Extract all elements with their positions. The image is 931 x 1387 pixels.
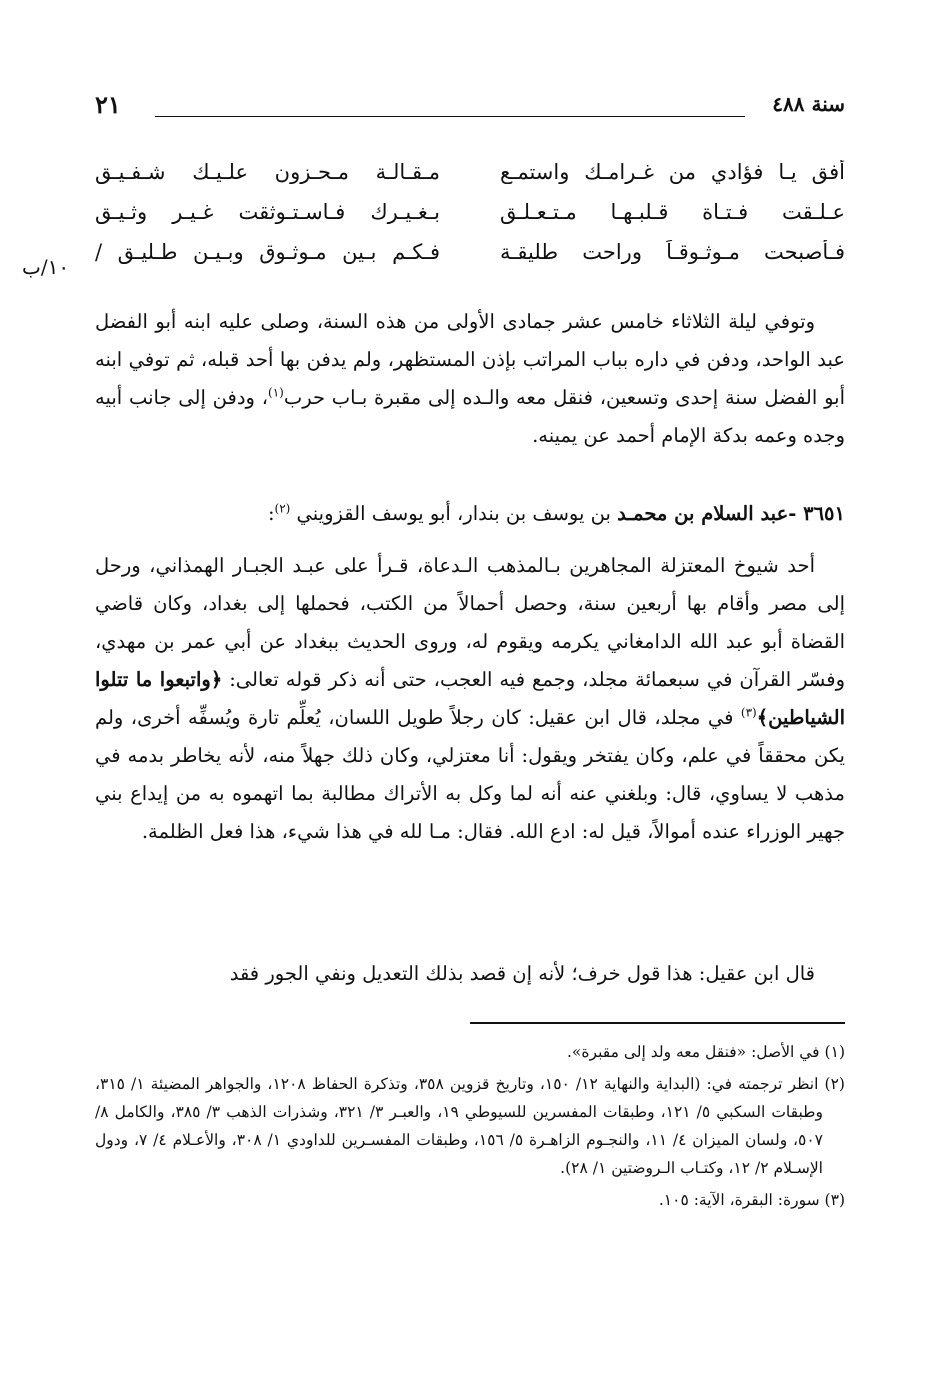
verse-first-hemistich: أفق يـا فؤادي من غـرامـك واستمـع — [500, 160, 845, 184]
poem — [95, 160, 845, 280]
manuscript-folio-note: ١٠/ب — [22, 255, 70, 279]
verse-second-hemistich: فـكـم بـين مـوثـوقٍ وبـيـن طـليـق / — [95, 240, 440, 264]
footnote-text: في الأصل: «فنقل معه ولد إلى مقبرة». — [567, 1043, 820, 1061]
header-year: سنة ٤٨٨ — [772, 92, 845, 116]
footnote — [95, 1038, 845, 1066]
paragraph-ibn-aqil — [95, 955, 845, 993]
running-header — [95, 92, 845, 128]
paragraph-death-notice — [95, 303, 845, 455]
footnote-text: انظر ترجمته في: (البداية والنهاية ١٢/ ١٥٠، وتاريخ قزوين ٣٥٨، وتذكرة الحفاظ ١٢٠٨، والجواهر المضيئة ١/ ٣١٥، وطبقات السكبي ٥/ ١٢١، وطبقات المفسرين للسيوطي ١٩، والعبـر ٣/ ٣٢١، وشذرات الذهب ٣/ ٣٨٥، والكامل ٨/ ٥٠٧، ولسان الميزان ٤/ ١١، والنجـوم الزاهـرة ٥/ ١٥٦، وطبقات المفسـرين للداودي ١/ ٣٠٨، والأعـلام ٤/ ٧، ودول الإسـلام ٢/ ١٢، وكتـاب الـروضتين ١/ ٢٨). — [95, 1075, 824, 1177]
poem-verse — [95, 240, 845, 280]
paragraph-text: أحد شيوخ المعتزلة المجاهرين بـالمذهب الـدعاة، قـرأ على عبـد الجبـار الهمذاني، ورحل إلى مصر وأقام بها أربعين سنة، وحصل أحمالاً من الكتب، فحملها إلى بغداد، وكان قاضي القضاة أبو عبد الله الدامغاني يكرمه ويقوم له، وروى الحديث ببغداد عن أبي عمر بن مهدي، وفسّر القرآن في سبعمائة مجلد، وجمع فيه العجب، حتى أنه ذكر قوله تعالى: — [95, 554, 845, 691]
paragraph-text: ، ودفن إلى جانب أبيه وجده وعمه بدكة الإمام أحمد عن يمينه. — [95, 386, 845, 447]
footnote-ref: (٢) — [274, 501, 291, 516]
footnote-separator — [470, 1022, 845, 1024]
footnote-mark: (٢) — [824, 1075, 845, 1093]
page-number: ٢١ — [95, 90, 121, 119]
paragraph-text: وتوفي ليلة الثلاثاء خامس عشر جمادى الأولى من هذه السنة، وصلى عليه ابنه أبو الفضل عبد الواحد، ودفن في داره بباب المراتب بإذن المستظهر، ولم يدفن بها أحد قبله، ثم توفي ابنه أبو الفضل سنة إحدى وتسعين، فنقل معه والـده إلى مقبرة بـاب حرب — [95, 310, 845, 409]
quran-quote: ﴿واتبعوا ما تتلوا الشياطين﴾ — [95, 668, 845, 729]
footnotes — [95, 1038, 845, 1218]
footnote-text: سورة: البقرة، الآية: ١٠٥. — [658, 1191, 820, 1209]
verse-second-hemistich: بـغـيـرك فـاسـتـوثقت غـيـر وثـيـق — [95, 200, 440, 224]
entry-lineage: بن يوسف بن بندار، أبو يوسف القزويني — [290, 502, 618, 525]
paragraph-biography — [95, 547, 845, 851]
entry-number-name: ٣٦٥١ -عبد السلام بن محمـد — [617, 502, 845, 525]
poem-verse — [95, 160, 845, 200]
verse-first-hemistich: فـأصبحت مـوثـوقـاً وراحت طليقـة — [500, 240, 845, 264]
footnote-ref: (١) — [268, 385, 284, 400]
paragraph-text: قال ابن عقيل: هذا قول خرف؛ لأنه إن قصد بذلك التعديل ونفي الجور فقد — [229, 962, 815, 985]
footnote-mark: (٣) — [824, 1191, 845, 1209]
footnote-ref: (٣) — [740, 705, 757, 720]
verse-second-hemistich: مـقـالـة مـحـزون علـيـك شـفـيـق — [95, 160, 440, 184]
poem-verse — [95, 200, 845, 240]
entry-colon: : — [267, 502, 275, 525]
footnote — [95, 1070, 845, 1182]
header-rule — [155, 116, 745, 117]
verse-first-hemistich: عـلـقت فـتـاة قـلبـهـا مـتـعـلـق — [500, 200, 845, 224]
footnote-mark: (١) — [824, 1043, 845, 1061]
footnote — [95, 1186, 845, 1214]
biography-entry-heading — [95, 495, 845, 533]
paragraph-text: في مجلد، قال ابن عقيل: كان رجلاً طويل اللسان، يُعلِّم تارة ويُسفِّه أخرى، ولم يكن محققاً في علم، وكان يفتخر ويقول: أنا معتزلي، وكان ذلك جهلاً منه، لأنه يخاطر بدمه في مذهب لا يساوي، قال: وبلغني عنه أنه لما وكل به الأتراك مطالبة بما اتهموه به من إيداع بني جهير الوزراء عنده أموالاً، قيل له: ادع الله. فقال: مـا لله في هذا شيء، هذا فعل الظلمة. — [95, 706, 845, 843]
